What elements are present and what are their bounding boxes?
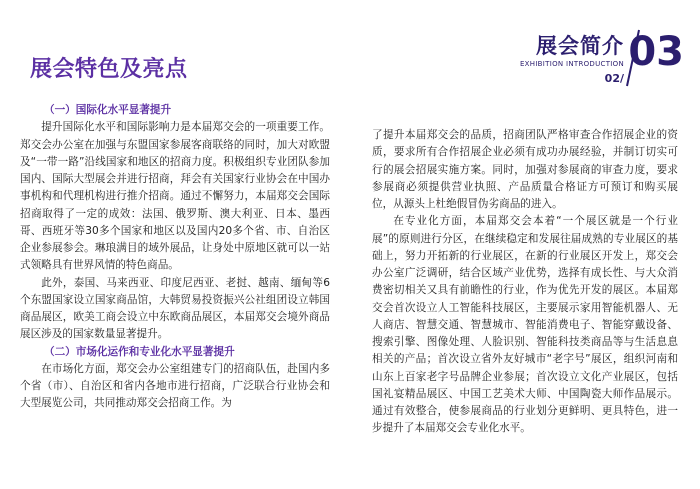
paragraph-continued: 了提升本届郑交会的品质，招商团队严格审查合作招展企业的资质，要求所有合作招展企业必须有成功办展经验，并制订切实可行的展会招展实施方案。同时，加强对参展商的审查力度，要求参展商必须提供营业执照、产品质量合格证方可预订和购买展位，从源头上杜绝假冒伪劣商品的进入。 [372, 129, 678, 210]
page-number-small: 02/ [604, 72, 624, 85]
section-header [494, 22, 684, 92]
page-number-large: 03 [628, 29, 684, 75]
page-title: 展会特色及亮点 [30, 57, 188, 82]
paragraph: 此外，泰国、马来西亚、印度尼西亚、老挝、越南、缅甸等6个东盟国家设立国家商品馆，大韩贸易投资振兴公社组团设立韩国商品展区，欧美工商会设立中东欧商品展区，本届郑交会境外商品展区涉及的国家数量显著提升。 [20, 276, 330, 341]
right-column [372, 127, 678, 438]
section-title: 展会简介 [536, 34, 624, 58]
left-column [20, 102, 330, 413]
section-subtitle: EXHIBITION INTRODUCTION [519, 60, 624, 68]
paragraph: 在专业化方面，本届郑交会本着“一个展区就是一个行业展”的原则进行分区，在继续稳定和发展往届成熟的专业展区的基础上，努力开拓新的行业展区，在新的行业展区开发上，郑交会办公室广泛调研，结合区域产业优势，选择有成长性、与大众消费密切相关又具有前瞻性的行业，作为优先开发的展区。本届郑交会首次设立人工智能科技展区，主要展示家用智能机器人、无人商店、智慧交通、智慧城市、智能消费电子、智能穿戴设备、搜索引擎、图像处理、人脸识别、智能科技类商品等与生活息息相关的产品；首次设立省外友好城市“老字号”展区，组织河南和山东上百家老字号品牌企业参展；首次设立文化产业展区，包括国礼宴精品展区、中国工艺美术大师、中国陶瓷大师作品展示。通过有效整合，使参展商品的行业划分更鲜明、更具特色，进一步提升了本届郑交会专业化水平。 [372, 215, 678, 435]
paragraph: 提升国际化水平和国际影响力是本届郑交会的一项重要工作。郑交会办公室在加强与东盟国家参展客商联络的同时，加大对欧盟及“一带一路”沿线国家和地区的招商力度。积极组织专业团队参加国内、国际大型展会并进行招商，拜会有关国家行业协会在中国办事机构和代理机构进行推介招商。通过不懈努力，本届郑交会国际招商取得了一定的成效：法国、俄罗斯、澳大利亚、日本、墨西哥、西班牙等30多个国家和地区以及国内20多个省、市、自治区企业参展参会。琳琅满目的域外展品，让身处中原地区就可以一站式领略具有世界风情的特色商品。 [20, 121, 330, 272]
paragraph: 在市场化方面，郑交会办公室组建专门的招商队伍，赴国内多个省（市）、自治区和省内各地市进行招商，广泛联合行业协会和大型展览公司，共同推动郑交会招商工作。为 [20, 362, 330, 410]
section-heading-2: （二）市场化运作和专业化水平显著提升 [44, 345, 235, 358]
section-heading-1: （一）国际化水平显著提升 [44, 104, 172, 116]
